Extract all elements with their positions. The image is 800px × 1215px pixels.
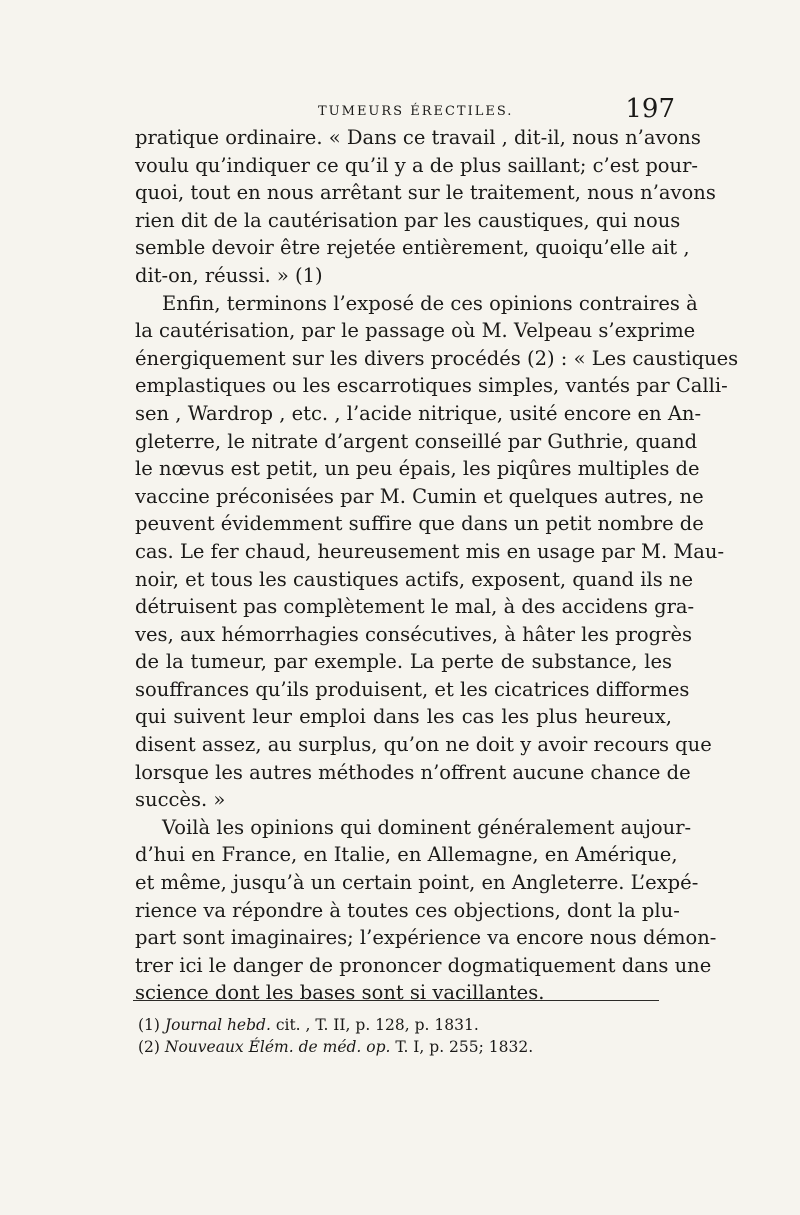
text-line: science dont les bases sont si vacillantes. [135,981,545,1005]
text-line: ves, aux hémorrhagies consécutives, à hâter les progrès [135,622,693,646]
text-line: noir, et tous les caustiques actifs, exposent, quand ils ne [135,567,694,591]
footnote-divider [133,1000,659,1001]
text-line: disent assez, au surplus, qu’on ne doit y avoir recours que [135,733,712,757]
text-line: quoi, tout en nous arrêtant sur le traitement, nous n’avons [135,181,716,205]
text-line: détruisent pas complètement le mal, à des accidens gra- [135,595,695,619]
footnotes [138,1014,608,1058]
text-line: pratique ordinaire. « Dans ce travail , dit-il, nous n’avons [135,126,701,149]
text-line: rien dit de la cautérisation par les caustiques, qui nous [135,208,681,232]
text-line: succès. » [135,788,226,812]
text-line: le nœvus est petit, un peu épais, les piqûres multiples de [135,457,700,481]
text-line: Voilà les opinions qui dominent généralement aujour- [162,815,692,839]
text-line: vaccine préconisées par M. Cumin et quelques autres, ne [135,484,704,508]
text-line: gleterre, le nitrate d’argent conseillé par Guthrie, quand [135,429,698,453]
page-header [135,94,675,124]
text-line: part sont imaginaires; l’expérience va encore nous démon- [135,926,717,950]
text-line: voulu qu’indiquer ce qu’il y a de plus saillant; c’est pour- [135,153,699,177]
text-line: énergiquement sur les divers procédés (2) : « Les caustiques [135,346,739,370]
page-number: 197 [625,94,675,124]
text-line: d’hui en France, en Italie, en Allemagne, en Amérique, [135,843,678,867]
text-line: semble devoir être rejetée entièrement, quoiqu’elle ait , [135,236,690,260]
footnote-title: Journal hebd. [164,1016,271,1034]
text-line: qui suivent leur emploi dans les cas les plus heureux, [135,705,672,729]
footnote-2 [138,1036,608,1058]
text-line: dit-on, réussi. » (1) [135,263,323,287]
footnote-reference: cit. , T. II, p. 128, p. 1831. [270,1016,479,1034]
running-title: TUMEURS ÉRECTILES. [318,104,514,119]
text-line: et même, jusqu’à un certain point, en Angleterre. L’expé- [135,871,699,895]
footnote-number: (1) [138,1016,160,1034]
text-line: trer ici le danger de prononcer dogmatiquement dans une [135,953,712,977]
footnote-number: (2) [138,1038,160,1056]
text-line: sen , Wardrop , etc. , l’acide nitrique, usité encore en An- [135,401,702,425]
text-line: de la tumeur, par exemple. La perte de substance, les [135,650,672,674]
text-line: rience va répondre à toutes ces objections, dont la plu- [135,898,680,922]
footnote-title: Nouveaux Élém. de méd. op. [164,1038,391,1056]
body-text [135,124,739,1007]
text-line: la cautérisation, par le passage où M. Velpeau s’exprime [135,319,696,343]
footnote-1 [138,1014,608,1036]
text-line: emplastiques ou les escarrotiques simples, vantés par Calli- [135,374,728,398]
footnote-reference: T. I, p. 255; 1832. [390,1038,534,1056]
text-line: lorsque les autres méthodes n’offrent aucune chance de [135,760,691,784]
text-line: peuvent évidemment suffire que dans un petit nombre de [135,512,704,536]
text-line: cas. Le fer chaud, heureusement mis en usage par M. Mau- [135,539,725,563]
text-line: Enfin, terminons l’exposé de ces opinions contraires à [162,291,698,315]
text-line: souffrances qu’ils produisent, et les cicatrices difformes [135,677,690,701]
